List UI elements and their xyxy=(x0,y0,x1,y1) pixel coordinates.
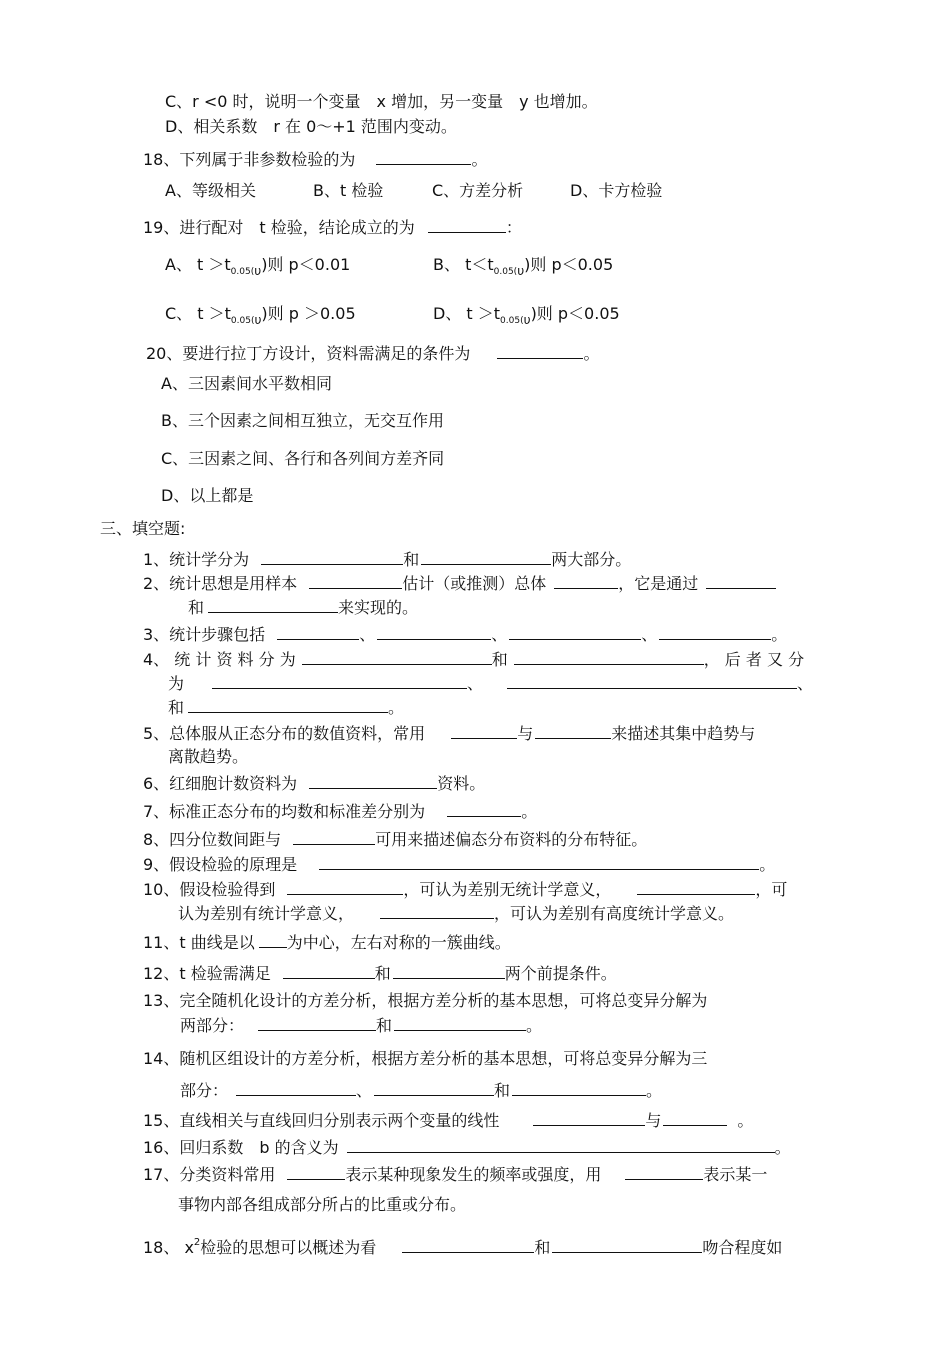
blank[interactable] xyxy=(394,1015,526,1031)
q18-option-c: C、方差分析 xyxy=(432,181,524,200)
question-19 xyxy=(143,217,522,238)
fill-14-cont: 部分： 、 和 。 xyxy=(180,1081,663,1100)
blank[interactable] xyxy=(625,1164,703,1180)
fill-16: 16、回归系数 b 的含义为 。 xyxy=(143,1138,791,1157)
blank[interactable] xyxy=(512,1080,646,1096)
blank[interactable] xyxy=(706,573,776,589)
blank[interactable] xyxy=(533,1110,645,1126)
blank[interactable] xyxy=(451,723,517,739)
blank[interactable] xyxy=(287,879,403,895)
option-c-r-negative: C、r <0 时，说明一个变量 x 增加，另一变量 y 也增加。 xyxy=(165,92,598,111)
blank[interactable] xyxy=(258,1015,376,1031)
blank[interactable] xyxy=(259,932,287,948)
fill-10-cont: 认为差别有统计学意义， ，可认为差别有高度统计学意义。 xyxy=(178,904,735,923)
fill-2-cont: 和 来实现的。 xyxy=(188,598,419,617)
q19-option-c: C、 $t >t_{0.05(\upsilon}$)则 p ＞0.05 xyxy=(165,304,356,327)
fill-17-cont: 事物内部各组成部分所占的比重或分布。 xyxy=(178,1195,467,1214)
fill-12: 12、t 检验需满足 和 两个前提条件。 xyxy=(143,964,617,983)
q18-option-b: B、t 检验 xyxy=(313,181,384,200)
blank[interactable] xyxy=(293,829,375,845)
blank[interactable] xyxy=(421,549,551,565)
blank[interactable] xyxy=(380,903,494,919)
blank[interactable] xyxy=(507,673,797,689)
blank[interactable] xyxy=(637,879,755,895)
q20-option-a: A、三因素间水平数相同 xyxy=(161,374,332,393)
blank[interactable] xyxy=(208,597,338,613)
blank[interactable] xyxy=(309,573,402,589)
blank[interactable] xyxy=(659,624,771,640)
blank[interactable] xyxy=(377,624,491,640)
fill-13-cont: 两部分： 和 。 xyxy=(180,1016,543,1035)
q20-option-b: B、三个因素之间相互独立，无交互作用 xyxy=(161,411,444,430)
question-19-text: 19、进行配对 t 检验，结论成立的为 xyxy=(143,218,415,237)
blank[interactable] xyxy=(554,573,618,589)
blank[interactable] xyxy=(402,1237,534,1253)
question-18-text: 18、下列属于非参数检验的为 xyxy=(143,150,356,169)
fill-10: 10、假设检验得到 ，可认为差别无统计学意义， ，可 xyxy=(143,880,788,899)
q18-option-a: A、等级相关 xyxy=(165,181,256,200)
blank[interactable] xyxy=(347,1137,775,1153)
fill-18: 18、 $x^2$检验的思想可以概述为看 和 吻合程度如 xyxy=(143,1237,783,1257)
fill-4: 4、 统 计 资 料 分 为 和 ， 后 者 又 分 xyxy=(143,650,805,669)
blank[interactable] xyxy=(535,723,611,739)
fill-8: 8、四分位数间距与 可用来描述偏态分布资料的分布特征。 xyxy=(143,830,648,849)
blank[interactable] xyxy=(277,624,359,640)
option-d-r-range: D、相关系数 r 在 0～+1 范围内变动。 xyxy=(165,117,457,136)
question-20-end: 。 xyxy=(583,344,600,363)
blank[interactable] xyxy=(497,343,583,359)
blank[interactable] xyxy=(302,649,492,665)
blank[interactable] xyxy=(509,624,641,640)
q20-option-d: D、以上都是 xyxy=(161,486,254,505)
q19-option-a: A、 $t >t_{0.05(\upsilon}$)则 p＜0.01 xyxy=(165,255,351,278)
blank[interactable] xyxy=(188,697,388,713)
blank[interactable] xyxy=(212,673,467,689)
question-18-end: 。 xyxy=(471,150,488,169)
fill-14: 14、随机区组设计的方差分析，根据方差分析的基本思想，可将总变异分解为三 xyxy=(143,1049,708,1068)
blank[interactable] xyxy=(287,1164,345,1180)
blank[interactable] xyxy=(393,963,505,979)
blank[interactable] xyxy=(514,649,704,665)
fill-9: 9、假设检验的原理是 。 xyxy=(143,855,776,874)
q18-option-d: D、卡方检验 xyxy=(570,181,663,200)
blank[interactable] xyxy=(552,1237,702,1253)
blank[interactable] xyxy=(261,549,403,565)
question-20 xyxy=(146,343,599,364)
fill-4-cont: 为 、 、 xyxy=(168,674,814,693)
fill-13: 13、完全随机化设计的方差分析，根据方差分析的基本思想，可将总变异分解为 xyxy=(143,991,708,1010)
blank[interactable] xyxy=(309,773,437,789)
fill-5: 5、总体服从正态分布的数值资料，常用 与 来描述其集中趋势与 xyxy=(143,724,756,743)
fill-17: 17、分类资料常用 表示某种现象发生的频率或强度，用 表示某一 xyxy=(143,1165,768,1184)
fill-11: 11、t 曲线是以 为中心，左右对称的一簇曲线。 xyxy=(143,933,511,952)
fill-6: 6、红细胞计数资料为 资料。 xyxy=(143,774,486,793)
blank[interactable] xyxy=(374,1080,494,1096)
blank[interactable] xyxy=(319,854,759,870)
fill-3: 3、统计步骤包括 、 、 、 。 xyxy=(143,625,788,644)
blank[interactable] xyxy=(376,149,471,165)
blank[interactable] xyxy=(283,963,375,979)
superscript-2: 2 xyxy=(193,1237,201,1248)
fill-1: 1、统计学分为 和 两大部分。 xyxy=(143,550,632,569)
blank[interactable] xyxy=(428,217,506,233)
fill-2: 2、统计思想是用样本 估计（或推测）总体 ，它是通过 xyxy=(143,573,776,594)
q19-option-b: B、 $t<t_{0.05(\upsilon}$)则 p＜0.05 xyxy=(433,255,614,278)
blank[interactable] xyxy=(447,801,521,817)
q19-option-d: D、 $t >t_{0.05(\upsilon}$)则 p＜0.05 xyxy=(433,304,620,327)
fill-15: 15、直线相关与直线回归分别表示两个变量的线性 与 。 xyxy=(143,1111,754,1130)
q20-option-c: C、三因素之间、各行和各列间方差齐同 xyxy=(161,449,445,468)
section-title-fill-in: 三、填空题: xyxy=(100,519,186,538)
question-20-text: 20、要进行拉丁方设计，资料需满足的条件为 xyxy=(146,344,471,363)
question-19-end: ： xyxy=(505,218,522,237)
fill-7: 7、标准正态分布的均数和标准差分别为 。 xyxy=(143,802,538,821)
question-18 xyxy=(143,149,487,170)
fill-5-cont: 离散趋势。 xyxy=(168,747,249,766)
blank[interactable] xyxy=(663,1110,727,1126)
blank[interactable] xyxy=(236,1080,356,1096)
fill-4-cont2: 和 。 xyxy=(168,698,405,717)
